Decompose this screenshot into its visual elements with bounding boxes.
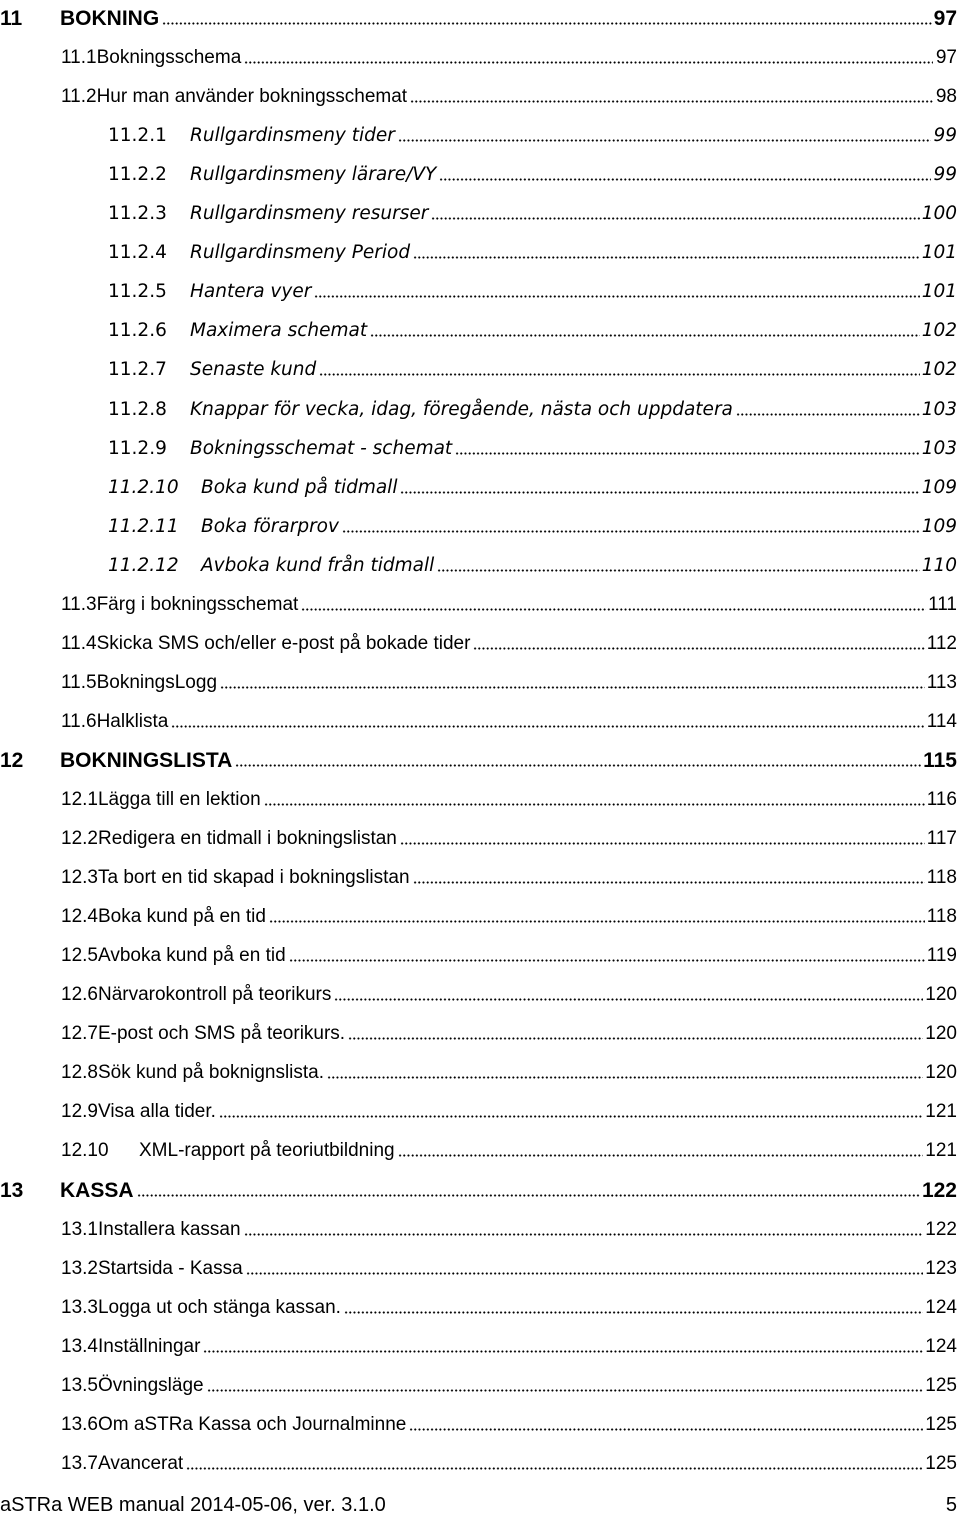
- toc-entry-page: 124: [925, 1297, 957, 1318]
- toc-dot-leader: [455, 430, 919, 455]
- toc-entry-title: Bokningsschemat - schemat: [190, 438, 453, 459]
- toc-entry[interactable]: [0, 1445, 957, 1475]
- toc-entry-title: Om aSTRa Kassa och Journalminne: [97, 1414, 407, 1435]
- toc-entry[interactable]: [0, 1367, 957, 1397]
- toc-dot-leader: [431, 195, 919, 220]
- toc-entry-page: 97: [933, 7, 957, 30]
- toc-entry-page: 118: [926, 906, 957, 927]
- toc-entry-number: 11: [0, 7, 23, 30]
- toc-dot-leader: [137, 1172, 920, 1197]
- toc-dot-leader: [437, 547, 919, 572]
- toc-entry-title: Knappar för vecka, idag, föregående, nästa och uppdatera: [190, 399, 733, 420]
- toc-entry[interactable]: [0, 234, 957, 264]
- toc-dot-leader: [207, 1367, 924, 1392]
- toc-entry-number: 12.4: [61, 906, 98, 927]
- toc-entry-number: 11.2.8: [108, 399, 167, 420]
- toc-entry[interactable]: [0, 703, 957, 733]
- toc-entry-title: Installera kassan: [97, 1219, 241, 1240]
- toc-entry-page: 120: [925, 1062, 957, 1083]
- toc-entry-number: 12.2: [61, 828, 98, 849]
- toc-entry-page: 103: [921, 399, 957, 420]
- toc-dot-leader: [334, 976, 923, 1001]
- toc-dot-leader: [400, 820, 925, 845]
- toc-entry-number: 11.2.5: [108, 281, 167, 302]
- toc-entry-title: Närvarokontroll på teorikurs: [97, 984, 332, 1005]
- toc-entry-title: Rullgardinsmeny lärare/VY: [190, 164, 437, 185]
- toc-entry-title: Inställningar: [97, 1336, 201, 1357]
- toc-dot-leader: [319, 351, 919, 376]
- toc-dot-leader: [301, 586, 926, 611]
- toc-dot-leader: [203, 1328, 923, 1353]
- toc-dot-leader: [244, 1211, 924, 1236]
- toc-entry-title: Logga ut och stänga kassan.: [97, 1297, 341, 1318]
- toc-dot-leader: [264, 781, 925, 806]
- toc-entry-page: 109: [921, 477, 957, 498]
- toc-entry-title: Rullgardinsmeny Period: [190, 242, 411, 263]
- toc-dot-leader: [289, 937, 925, 962]
- toc-entry-page: 121: [925, 1140, 957, 1161]
- toc-entry-number: 11.2.12: [108, 555, 179, 576]
- toc-entry-title: Rullgardinsmeny resurser: [190, 203, 429, 224]
- toc-dot-leader: [220, 664, 925, 689]
- toc-dot-leader: [398, 1132, 924, 1157]
- toc-entry[interactable]: [0, 937, 957, 967]
- toc-entry-number: 11.2.2: [108, 164, 167, 185]
- toc-dot-leader: [327, 1054, 923, 1079]
- toc-dot-leader: [398, 117, 932, 142]
- toc-entry[interactable]: [0, 469, 957, 499]
- toc-entry-number: 12.1: [61, 789, 98, 810]
- toc-entry[interactable]: [0, 430, 957, 460]
- toc-entry-title: BokningsLogg: [96, 672, 218, 693]
- toc-entry-page: 117: [926, 828, 957, 849]
- toc-entry-page: 98: [935, 86, 957, 107]
- toc-entry-page: 102: [921, 320, 957, 341]
- toc-dot-leader: [342, 508, 920, 533]
- toc-entry-title: Boka kund på en tid: [97, 906, 266, 927]
- toc-entry-title: KASSA: [60, 1179, 134, 1202]
- toc-entry[interactable]: [0, 273, 957, 303]
- toc-entry[interactable]: [0, 1054, 957, 1084]
- toc-entry-page: 120: [925, 1023, 957, 1044]
- toc-entry[interactable]: [0, 742, 957, 772]
- toc-entry-number: 11.2.9: [108, 438, 167, 459]
- toc-entry-page: 125: [925, 1414, 957, 1435]
- toc-entry-title: E-post och SMS på teorikurs.: [97, 1023, 346, 1044]
- toc-dot-leader: [348, 1015, 923, 1040]
- toc-entry-number: 11.6: [61, 711, 97, 732]
- toc-entry-title: Avancerat: [97, 1453, 184, 1474]
- toc-entry[interactable]: [0, 117, 957, 147]
- toc-dot-leader: [439, 156, 931, 181]
- toc-entry-page: 112: [926, 633, 957, 654]
- toc-entry-title: Maximera schemat: [190, 320, 368, 341]
- toc-entry-number: 13.3: [61, 1297, 98, 1318]
- toc-entry-number: 12.8: [61, 1062, 98, 1083]
- toc-entry-title: Visa alla tider.: [97, 1101, 216, 1122]
- toc-entry-title: Övningsläge: [97, 1375, 204, 1396]
- toc-entry[interactable]: [0, 898, 957, 928]
- toc-entry-number: 13.2: [61, 1258, 98, 1279]
- toc-entry-number: 11.2.10: [108, 477, 179, 498]
- toc-entry-page: 122: [921, 1179, 957, 1202]
- toc-entry-title: Avboka kund på en tid: [97, 945, 286, 966]
- toc-entry-number: 11.2.3: [108, 203, 167, 224]
- toc-entry-title: Färg i bokningsschemat: [96, 594, 299, 615]
- toc-entry-title: Rullgardinsmeny tider: [190, 125, 395, 146]
- toc-entry-page: 123: [925, 1258, 957, 1279]
- toc-entry-page: 116: [926, 789, 957, 810]
- toc-entry[interactable]: [0, 195, 957, 225]
- toc-entry-title: Senaste kund: [190, 359, 317, 380]
- toc-entry-number: 11.5: [61, 672, 97, 693]
- toc-entry-title: Bokningsschema: [96, 47, 242, 68]
- toc-entry-title: XML-rapport på teoriutbildning: [139, 1140, 395, 1161]
- toc-entry-page: 115: [923, 749, 957, 772]
- toc-entry-number: 12.7: [61, 1023, 98, 1044]
- toc-entry-title: Ta bort en tid skapad i bokningslistan: [97, 867, 410, 888]
- toc-entry[interactable]: [0, 976, 957, 1006]
- toc-entry-number: 12.10: [61, 1140, 109, 1161]
- toc-entry-page: 101: [921, 281, 957, 302]
- toc-entry[interactable]: [0, 1289, 957, 1319]
- toc-entry-page: 103: [921, 438, 957, 459]
- toc-entry-page: 125: [925, 1375, 957, 1396]
- toc-entry-number: 13.1: [61, 1219, 98, 1240]
- toc-entry-number: 13.5: [61, 1375, 98, 1396]
- toc-dot-leader: [413, 234, 920, 259]
- toc-entry[interactable]: [0, 391, 957, 421]
- toc-dot-leader: [219, 1093, 923, 1118]
- toc-entry-page: 122: [925, 1219, 957, 1240]
- toc-entry-number: 11.2.11: [108, 516, 179, 537]
- toc-entry[interactable]: [0, 664, 957, 694]
- toc-dot-leader: [171, 703, 924, 728]
- toc-entry-number: 11.2: [61, 86, 97, 107]
- toc-entry[interactable]: [0, 1015, 957, 1045]
- toc-entry-page: 124: [925, 1336, 957, 1357]
- toc-entry-number: 11.1: [61, 47, 97, 68]
- toc-entry-number: 12: [0, 749, 24, 772]
- toc-entry[interactable]: [0, 1132, 957, 1162]
- toc-entry-title: Skicka SMS och/eller e-post på bokade tider: [96, 633, 471, 654]
- toc-entry-number: 12.5: [61, 945, 98, 966]
- toc-entry[interactable]: [0, 1406, 957, 1436]
- toc-dot-leader: [413, 859, 925, 884]
- toc-entry-page: 100: [921, 203, 957, 224]
- toc-entry-title: Redigera en tidmall i bokningslistan: [97, 828, 397, 849]
- toc-entry[interactable]: [0, 820, 957, 850]
- toc-entry[interactable]: [0, 586, 957, 616]
- toc-dot-leader: [409, 1406, 923, 1431]
- toc-entry-title: Sök kund på boknignslista.: [97, 1062, 325, 1083]
- toc-entry-number: 12.3: [61, 867, 98, 888]
- toc-entry-title: Startsida - Kassa: [97, 1258, 243, 1279]
- toc-entry-number: 12.6: [61, 984, 98, 1005]
- toc-entry-page: 120: [925, 984, 957, 1005]
- page-footer: [0, 1491, 957, 1519]
- toc-entry[interactable]: [0, 0, 957, 30]
- toc-entry[interactable]: [0, 312, 957, 342]
- toc-entry-page: 97: [935, 47, 957, 68]
- toc-entry-number: 13.7: [61, 1453, 98, 1474]
- toc-entry-title: Lägga till en lektion: [97, 789, 261, 810]
- toc-entry[interactable]: [0, 78, 957, 108]
- toc-entry[interactable]: [0, 351, 957, 381]
- toc-dot-leader: [269, 898, 925, 923]
- toc-entry[interactable]: [0, 625, 957, 655]
- toc-entry[interactable]: [0, 1211, 957, 1241]
- toc-dot-leader: [314, 273, 919, 298]
- toc-entry-page: 118: [926, 867, 957, 888]
- toc-dot-leader: [410, 78, 933, 103]
- footer-manual-title: aSTRa WEB manual 2014-05-06, ver. 3.1.0: [0, 1493, 386, 1516]
- toc-entry-page: 110: [921, 555, 957, 576]
- toc-entry-page: 113: [926, 672, 957, 693]
- toc-entry-number: 11.3: [61, 594, 97, 615]
- toc-dot-leader: [400, 469, 919, 494]
- toc-entry-page: 99: [933, 125, 957, 146]
- toc-entry[interactable]: [0, 1093, 957, 1123]
- toc-entry-number: 12.9: [61, 1101, 98, 1122]
- toc-entry-title: BOKNING: [60, 7, 160, 30]
- toc-dot-leader: [186, 1445, 923, 1470]
- toc-entry-page: 125: [925, 1453, 957, 1474]
- toc-entry-title: Halklista: [96, 711, 169, 732]
- toc-entry-page: 109: [921, 516, 957, 537]
- toc-entry-page: 101: [921, 242, 957, 263]
- toc-dot-leader: [473, 625, 924, 650]
- toc-entry-page: 114: [926, 711, 957, 732]
- toc-entry-page: 121: [925, 1101, 957, 1122]
- toc-entry-page: 111: [928, 594, 957, 615]
- toc-dot-leader: [736, 391, 920, 416]
- toc-entry-title: Boka förarprov: [201, 516, 339, 537]
- toc-entry-title: Boka kund på tidmall: [201, 477, 398, 498]
- toc-entry-number: 11.2.4: [108, 242, 167, 263]
- toc-dot-leader: [246, 1250, 924, 1275]
- toc-entry-number: 11.2.1: [108, 125, 167, 146]
- toc-entry-number: 11.2.6: [108, 320, 167, 341]
- toc-entry-page: 102: [921, 359, 957, 380]
- toc-entry[interactable]: [0, 39, 957, 69]
- toc-entry[interactable]: [0, 508, 957, 538]
- toc-entry-number: 11.2.7: [108, 359, 167, 380]
- toc-entry-number: 13.4: [61, 1336, 98, 1357]
- toc-entry[interactable]: [0, 1172, 957, 1202]
- toc-dot-leader: [235, 742, 921, 767]
- toc-entry-number: 11.4: [61, 633, 97, 654]
- toc-dot-leader: [344, 1289, 923, 1314]
- toc-entry-title: BOKNINGSLISTA: [60, 749, 233, 772]
- toc-entry[interactable]: [0, 547, 957, 577]
- toc-entry-page: 99: [933, 164, 957, 185]
- toc-dot-leader: [244, 39, 933, 64]
- toc-entry-number: 13: [0, 1179, 24, 1202]
- toc-entry[interactable]: [0, 156, 957, 186]
- toc-entry[interactable]: [0, 859, 957, 889]
- toc-entry-title: Hantera vyer: [190, 281, 312, 302]
- toc-entry[interactable]: [0, 781, 957, 811]
- toc-entry-number: 13.6: [61, 1414, 98, 1435]
- toc-entry-title: Avboka kund från tidmall: [201, 555, 435, 576]
- toc-entry-title: Hur man använder bokningsschemat: [96, 86, 408, 107]
- toc-dot-leader: [162, 0, 931, 25]
- toc-entry[interactable]: [0, 1250, 957, 1280]
- toc-dot-leader: [370, 312, 920, 337]
- footer-page-number: 5: [945, 1493, 957, 1516]
- toc-entry-page: 119: [926, 945, 957, 966]
- toc-entry[interactable]: [0, 1328, 957, 1358]
